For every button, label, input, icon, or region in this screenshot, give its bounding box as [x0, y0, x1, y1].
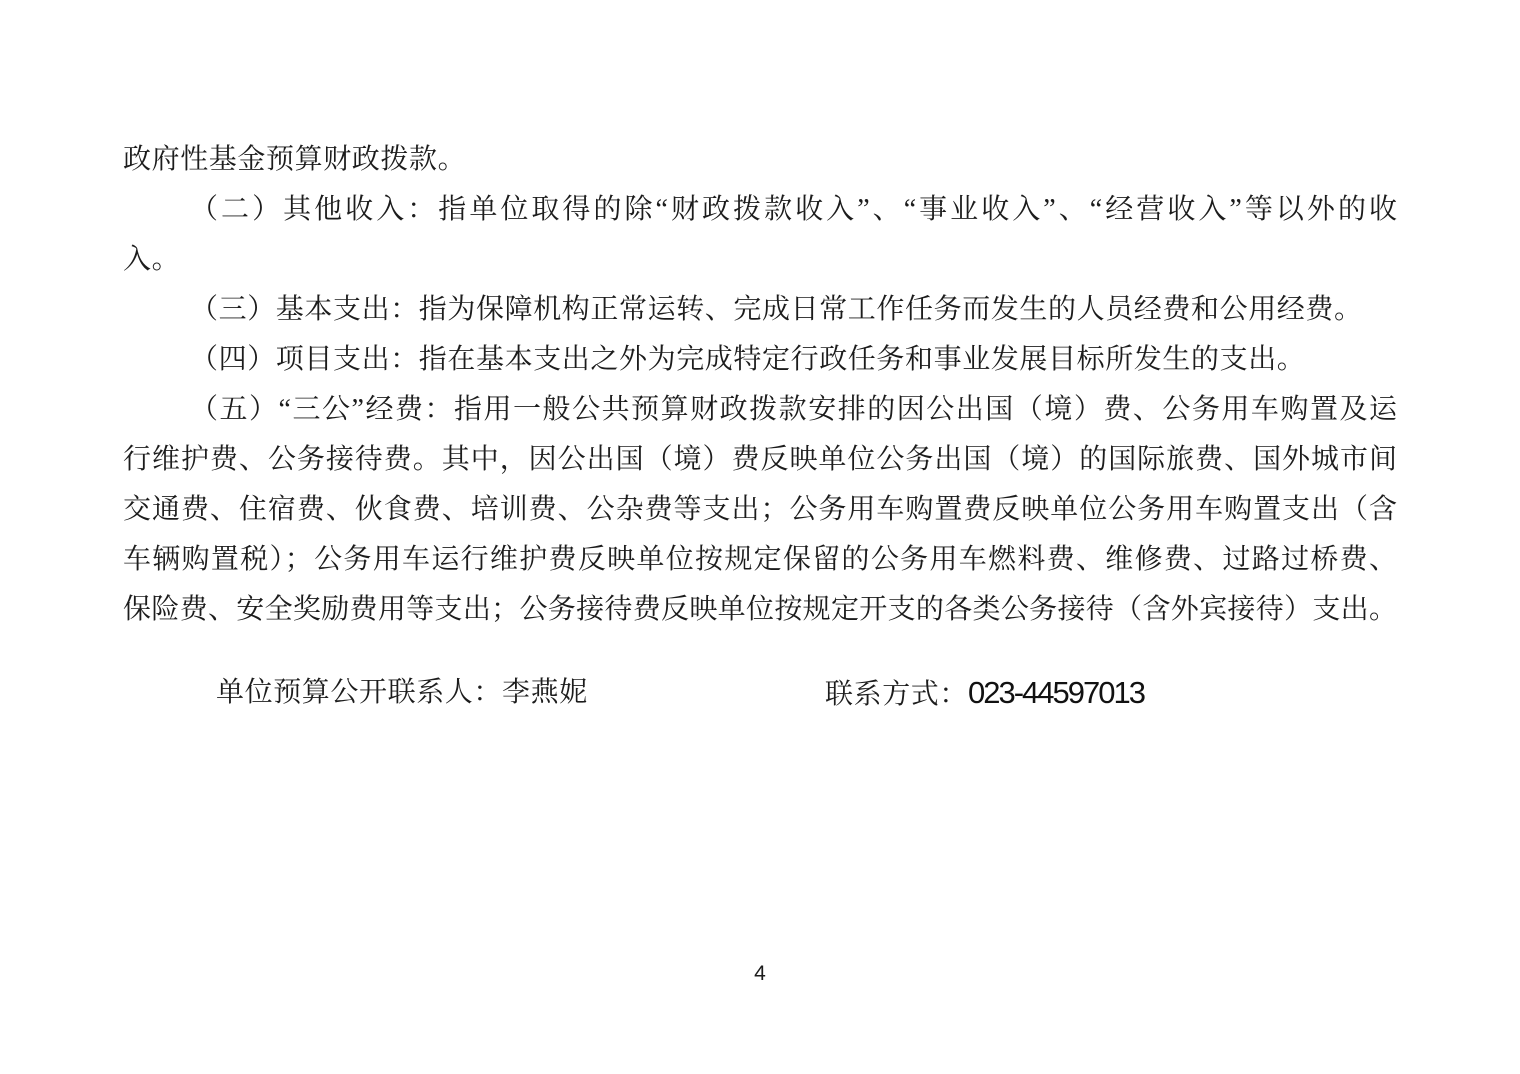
- body-line-1: 政府性基金预算财政拨款。: [123, 144, 467, 175]
- body-line-9: 车辆购置税）；公务用车运行维护费反映单位按规定保留的公务用车燃料费、维修费、过路过桥费、: [123, 544, 1397, 575]
- body-line-7: 行维护费、公务接待费。其中，因公出国（境）费反映单位公务出国（境）的国际旅费、国外城市间: [123, 444, 1397, 475]
- contact-method-label: 联系方式：: [825, 679, 969, 710]
- body-line-8: 交通费、住宿费、伙食费、培训费、公杂费等支出；公务用车购置费反映单位公务用车购置支出（含: [123, 494, 1397, 525]
- contact-method: [825, 668, 1144, 720]
- body-text: [123, 135, 1397, 635]
- contact-line: [123, 668, 1397, 718]
- body-line-10: 保险费、安全奖励费用等支出；公务接待费反映单位按规定开支的各类公务接待（含外宾接待）支出。: [123, 594, 1397, 625]
- body-line-3: 入。: [123, 244, 181, 275]
- contact-person-label: 单位预算公开联系人：李燕妮: [216, 677, 588, 708]
- contact-phone-number: 023-44597013: [968, 675, 1144, 710]
- body-line-6: （五）“三公”经费：指用一般公共预算财政拨款安排的因公出国（境）费、公务用车购置及运: [190, 394, 1397, 425]
- body-line-5: （四）项目支出：指在基本支出之外为完成特定行政任务和事业发展目标所发生的支出。: [190, 344, 1306, 375]
- page-number: 4: [754, 962, 766, 985]
- body-line-2: （二）其他收入：指单位取得的除“财政拨款收入”、“事业收入”、“经营收入”等以外的收: [190, 194, 1397, 225]
- body-line-4: （三）基本支出：指为保障机构正常运转、完成日常工作任务而发生的人员经费和公用经费。: [190, 294, 1363, 325]
